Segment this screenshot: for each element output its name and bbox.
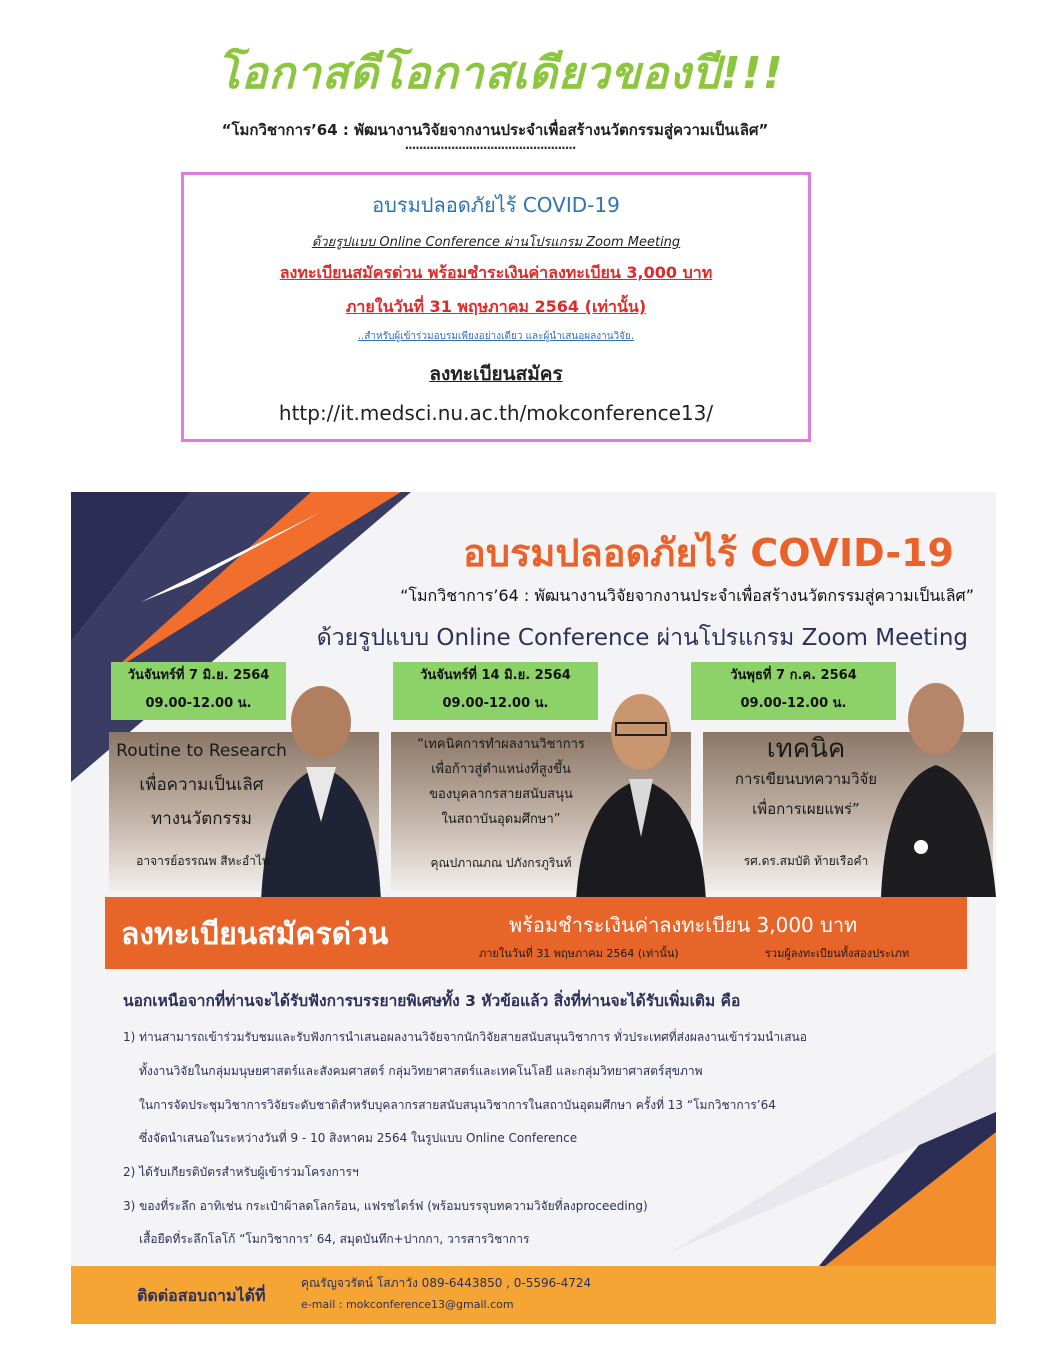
benefits-heading: นอกเหนือจากที่ท่านจะได้รับฟังการบรรยายพิเศษทั้ง 3 หัวข้อแล้ว สิ่งที่ท่านจะได้รับเพิ่มเติม คือ [123, 992, 741, 1010]
banner-both-types: รวมผู้ลงทะเบียนทั้งสองประเภท [765, 947, 910, 960]
poster-subtitle: “โมกวิชาการ’64 : พัฒนางานวิจัยจากงานประจำเพื่อสร้างนวัตกรรมสู่ความเป็นเลิศ” [400, 586, 974, 605]
session-2-date: วันจันทร์ที่ 14 มิ.ย. 2564 [420, 668, 571, 683]
subtitle: “โมกวิชาการ’64 : พัฒนางานวิจัยจากงานประจำเพื่อสร้างนวัตกรรมสู่ความเป็นเลิศ” [221, 121, 769, 139]
banner-fee: พร้อมชำระเงินค่าลงทะเบียน 3,000 บาท [509, 913, 858, 937]
session-1-topic-line2: เพื่อความเป็นเลิศ [139, 775, 264, 795]
session-1-date: วันจันทร์ที่ 7 มิ.ย. 2564 [127, 668, 270, 683]
session-3-topic-line3: เพื่อการเผยแพร่” [752, 800, 860, 818]
session-2-topic-line4: ในสถาบันอุดมศึกษา” [441, 812, 561, 827]
poster [71, 492, 996, 1324]
session-1-datetime [111, 662, 286, 720]
session-1-topic-line3: ทางนวัตกรรม [150, 809, 253, 829]
session-3-topic-line1: เทคนิค [766, 734, 846, 764]
benefit-line-4: ซึ่งจัดนำเสนอในระหว่างวันที่ 9 - 10 สิงหาคม 2564 ในรูปแบบ Online Conference [139, 1131, 578, 1145]
session-2-speaker: คุณปภาณภณ ปภังกรภูรินท์ [430, 856, 572, 870]
session-3-datetime [691, 662, 896, 720]
session-2-topic [401, 732, 601, 832]
session-3-topic [711, 764, 901, 824]
session-2-time: 09.00-12.00 น. [442, 696, 549, 711]
box-register-urgent: ลงทะเบียนสมัครด่วน พร้อมชำระเงินค่าลงทะเบียน 3,000 บาท [279, 263, 713, 282]
contact-bar [71, 1266, 996, 1324]
benefit-line-1: 1) ท่านสามารถเข้าร่วมรับชมและรับฟังการนำเสนอผลงานวิจัยจากนักวิจัยสายสนับสนุนวิชาการ ทั่วประเทศที่ส่งผลงานเข้าร่วมนำเสนอ [123, 1030, 807, 1044]
session-1-topic-line1: Routine to Research [116, 741, 287, 761]
box-note: ..สำหรับผู้เข้าร่วมอบรมเพียงอย่างเดียว และผู้นำเสนอผลงานวิจัย. [357, 331, 635, 342]
contact-person: คุณรัญจวรัตน์ โสภาวัง 089-6443850 , 0-5596-4724 [301, 1276, 592, 1290]
contact-email-link[interactable]: e-mail : mokconference13@gmail.com [301, 1298, 514, 1311]
register-banner [105, 897, 967, 969]
session-1-speaker: อาจารย์อรรณพ สีหะอำไพ [136, 854, 270, 868]
session-2-topic-line1: “เทคนิคการทำผลงานวิชาการ [417, 737, 585, 752]
session-3-topic-line2: การเขียนบทความวิจัย [734, 770, 878, 788]
poster-format: ด้วยรูปแบบ Online Conference ผ่านโปรแกรม Zoom Meeting [316, 625, 968, 651]
benefit-line-5: 2) ได้รับเกียรติบัตรสำหรับผู้เข้าร่วมโครงการฯ [123, 1165, 359, 1179]
registration-url-link[interactable]: http://it.medsci.nu.ac.th/mokconference13/ [278, 401, 714, 425]
session-1-time: 09.00-12.00 น. [145, 696, 252, 711]
benefit-line-3: ในการจัดประชุมวิชาการวิจัยระดับชาติสำหรับบุคลากรสายสนับสนุนวิชาการในสถาบันอุดมศึกษา ครั้งที่ 13 “โมกวิชาการ’64 [139, 1098, 776, 1112]
session-1-topic [109, 734, 294, 836]
session-3-date: วันพุธที่ 7 ก.ค. 2564 [730, 668, 857, 683]
poster-title: อบรมปลอดภัยไร้ COVID-19 [463, 531, 954, 575]
session-3-speaker: รศ.ดร.สมบัติ ท้ายเรือคำ [743, 854, 869, 868]
session-2-topic-line3: ของบุคลากรสายสนับสนุน [429, 787, 573, 802]
benefit-line-7: เสื้อยืดที่ระลึกโลโก้ “โมกวิชาการ’ 64, สมุดบันทึก+ปากกา, วารสารวิชาการ [139, 1232, 530, 1246]
box-title: อบรมปลอดภัยไร้ COVID-19 [372, 193, 620, 217]
session-3-time: 09.00-12.00 น. [740, 696, 847, 711]
session-2-topic-line2: เพื่อก้าวสู่ตำแหน่งที่สูงขึ้น [431, 762, 571, 777]
banner-register-urgent: ลงทะเบียนสมัครด่วน [121, 917, 389, 952]
headline: โอกาสดีโอกาสเดียวของปี!!! [216, 48, 784, 99]
session-2-datetime [393, 662, 598, 720]
box-deadline: ภายในวันที่ 31 พฤษภาคม 2564 (เท่านั้น) [345, 297, 647, 316]
dotted-divider: ................................................ [404, 138, 576, 152]
benefit-line-6: 3) ของที่ระลึก อาทิเช่น กระเป๋าผ้าลดโลกร้อน, แฟรชไดร์ฟ (พร้อมบรรจุบทความวิจัยที่ลงproceeding) [123, 1199, 648, 1213]
contact-label: ติดต่อสอบถามได้ที่ [137, 1286, 266, 1305]
box-format: ด้วยรูปแบบ Online Conference ผ่านโปรแกรม Zoom Meeting [311, 235, 681, 250]
banner-deadline: ภายในวันที่ 31 พฤษภาคม 2564 (เท่านั้น) [479, 947, 679, 960]
benefit-line-2: ทั้งงานวิจัยในกลุ่มมนุษยศาสตร์และสังคมศาสตร์ กลุ่มวิทยาศาสตร์และเทคโนโลยี และกลุ่มวิทยาศาสตร์สุขภาพ [139, 1064, 703, 1078]
box-register-label: ลงทะเบียนสมัคร [429, 363, 563, 385]
registration-box [181, 172, 811, 442]
